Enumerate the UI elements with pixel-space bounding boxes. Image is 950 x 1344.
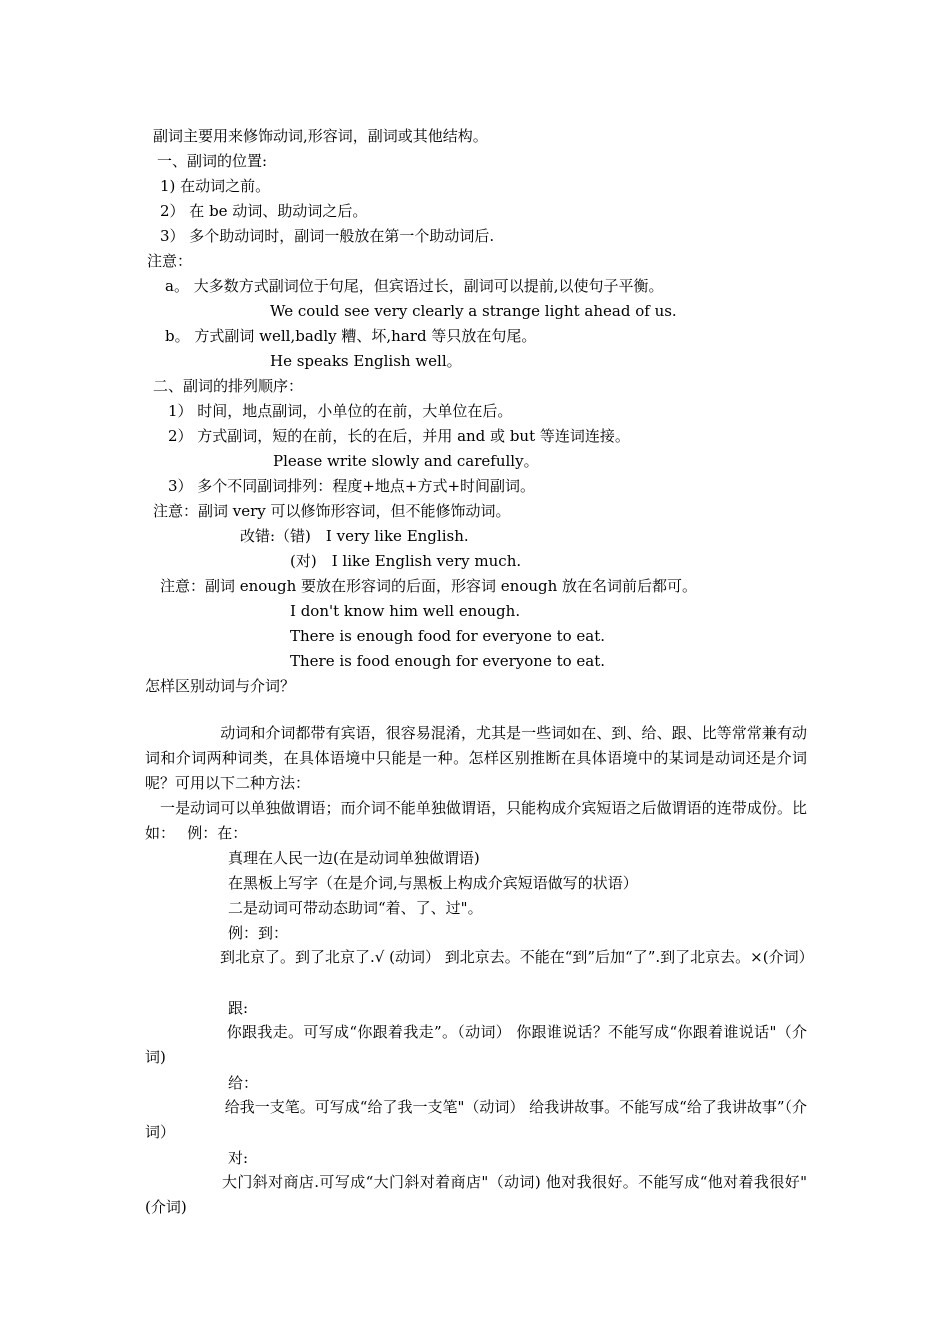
method-two-line: 二是动词可带动态助词“着、了、过"。 — [228, 899, 483, 917]
list-item: 3） 多个助动词时，副词一般放在第一个助动词后. — [160, 227, 495, 245]
paragraph-example-dao: 到北京了。到了北京了.√ (动词） 到北京去。不能在“到”后加“了”.到了北京去。×(介词） — [145, 948, 814, 966]
section-heading-order: 二、副词的排列顺序： — [153, 377, 304, 395]
list-item: 1） 时间，地点副词，小单位的在前，大单位在后。 — [168, 402, 513, 420]
note-item: b。 方式副词 well,badly 糟、坏,hard 等只放在句尾。 — [165, 327, 537, 345]
example-sentence: He speaks English well。 — [270, 352, 462, 370]
note-label: 注意： — [147, 252, 193, 270]
example-sentence: We could see very clearly a strange light ahead of us. — [270, 302, 677, 320]
example-label: 跟: — [228, 999, 249, 1017]
list-item: 2） 方式副词，短的在前，长的在后，并用 and 或 but 等连词连接。 — [168, 427, 630, 445]
list-item: 3） 多个不同副词排列：程度+地点+方式+时间副词。 — [168, 477, 536, 495]
example-sentence: I don't know him well enough. — [290, 602, 521, 620]
paragraph-intro: 动词和介词都带有宾语，很容易混淆，尤其是一些词如在、到、给、跟、比等常常兼有动词和介词两种词类，在具体语境中只能是一种。怎样区别推断在具体语境中的某词是动词还是介词呢？可用以下二种方法： — [145, 724, 807, 792]
section-heading-position: 一、副词的位置: — [157, 152, 268, 170]
example-label: 对: — [228, 1149, 249, 1167]
example-label: 例：到： — [228, 924, 289, 942]
paragraph-example-dui: 大门斜对商店.可写成“大门斜对着商店"（动词) 他对我很好。不能写成“他对着我很好"(介词) — [145, 1173, 807, 1216]
note-line: 注意：副词 very 可以修饰形容词，但不能修饰动词。 — [153, 502, 511, 520]
example-sentence: There is enough food for everyone to eat. — [290, 627, 606, 645]
example-sentence: There is food enough for everyone to eat. — [290, 652, 606, 670]
section-heading-verb-preposition: 怎样区别动词与介词？ — [145, 677, 296, 695]
list-item: 2） 在 be 动词、助动词之后。 — [160, 202, 368, 220]
example-label: 给： — [228, 1074, 259, 1092]
paragraph-example-gen: 你跟我走。可写成“你跟着我走”。（动词） 你跟谁说话？不能写成“你跟着谁说话"（介词) — [145, 1023, 807, 1066]
note-line: 注意：副词 enough 要放在形容词的后面，形容词 enough 放在名词前后都可。 — [160, 577, 698, 595]
paragraph-method-one: 一是动词可以单独做谓语；而介词不能单独做谓语，只能构成介宾短语之后做谓语的连带成份。比如： 例：在： — [145, 799, 807, 842]
note-item: a。 大多数方式副词位于句尾，但宾语过长，副词可以提前,以使句子平衡。 — [165, 277, 664, 295]
example-line: 在黑板上写字（在是介词,与黑板上构成介宾短语做写的状语） — [228, 874, 638, 892]
example-line: 真理在人民一边(在是动词单独做谓语) — [228, 849, 480, 867]
correction-wrong: 改错:（错) I very like English. — [240, 527, 469, 545]
example-sentence: Please write slowly and carefully。 — [273, 452, 539, 470]
paragraph-example-gei: 给我一支笔。可写成“给了我一支笔"（动词） 给我讲故事。不能写成“给了我讲故事”（介词） — [145, 1098, 807, 1141]
intro-line: 副词主要用来修饰动词,形容词，副词或其他结构。 — [153, 127, 488, 145]
correction-right: (对) I like English very much. — [290, 552, 522, 570]
list-item: 1) 在动词之前。 — [160, 177, 271, 195]
